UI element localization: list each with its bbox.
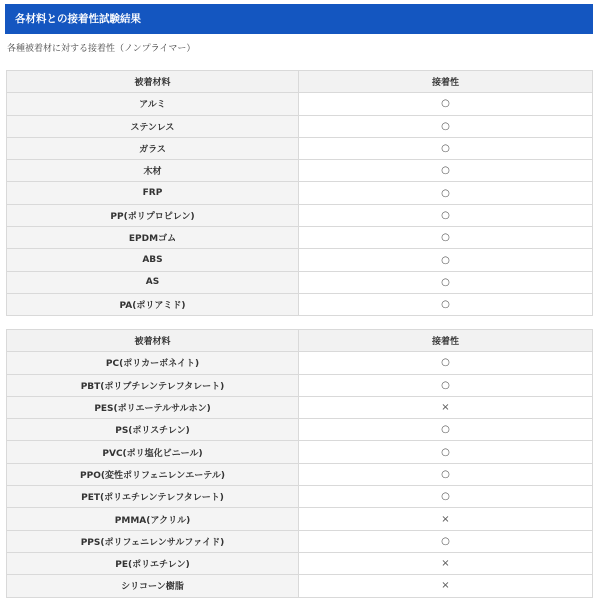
material-cell: ABS (7, 249, 299, 271)
material-cell: PES(ポリエーテルサルホン) (7, 396, 299, 418)
material-cell: PA(ポリアミド) (7, 293, 299, 315)
adhesion-cell: ○ (299, 352, 593, 374)
table-row (7, 137, 593, 159)
material-cell: PS(ポリスチレン) (7, 419, 299, 441)
material-cell: PET(ポリエチレンテレフタレート) (7, 486, 299, 508)
column-header-adhesion: 接着性 (299, 330, 593, 352)
adhesion-cell: ○ (299, 137, 593, 159)
table-header-row (7, 330, 593, 352)
material-cell: PPS(ポリフェニレンサルファイド) (7, 530, 299, 552)
material-cell: PE(ポリエチレン) (7, 552, 299, 574)
table-row (7, 396, 593, 418)
material-cell: AS (7, 271, 299, 293)
table-row (7, 160, 593, 182)
section-subtitle: 各種被着材に対する接着性（ノンプライマー） (7, 44, 196, 54)
page-title: 各材料との接着性試験結果 (5, 4, 593, 34)
adhesion-table-1 (6, 70, 593, 316)
adhesion-cell: ○ (299, 441, 593, 463)
column-header-material: 被着材料 (7, 330, 299, 352)
material-cell: FRP (7, 182, 299, 204)
adhesion-cell: ○ (299, 463, 593, 485)
table-row (7, 575, 593, 597)
material-cell: 木材 (7, 160, 299, 182)
table-row (7, 227, 593, 249)
column-header-material: 被着材料 (7, 71, 299, 93)
column-header-adhesion: 接着性 (299, 71, 593, 93)
table-row (7, 463, 593, 485)
table-row (7, 441, 593, 463)
material-cell: PBT(ポリブチレンテレフタレート) (7, 374, 299, 396)
table-row (7, 508, 593, 530)
adhesion-cell: ○ (299, 530, 593, 552)
adhesion-cell: × (299, 575, 593, 597)
material-cell: ステンレス (7, 115, 299, 137)
adhesion-cell: ○ (299, 293, 593, 315)
material-cell: PMMA(アクリル) (7, 508, 299, 530)
table-header-row (7, 71, 593, 93)
material-cell: EPDMゴム (7, 227, 299, 249)
adhesion-cell: ○ (299, 249, 593, 271)
material-cell: アルミ (7, 93, 299, 115)
adhesion-cell: × (299, 396, 593, 418)
table-row (7, 419, 593, 441)
material-cell: シリコーン樹脂 (7, 575, 299, 597)
adhesion-cell: ○ (299, 93, 593, 115)
table-row (7, 182, 593, 204)
table-row (7, 249, 593, 271)
table-row (7, 552, 593, 574)
table-row (7, 374, 593, 396)
adhesion-cell: ○ (299, 115, 593, 137)
material-cell: ガラス (7, 137, 299, 159)
table-row (7, 352, 593, 374)
adhesion-cell: ○ (299, 486, 593, 508)
table-row (7, 486, 593, 508)
table-row (7, 115, 593, 137)
material-cell: PC(ポリカーボネイト) (7, 352, 299, 374)
material-cell: PPO(変性ポリフェニレンエーテル) (7, 463, 299, 485)
table-row (7, 93, 593, 115)
adhesion-cell: ○ (299, 227, 593, 249)
adhesion-table-2 (6, 329, 593, 598)
adhesion-cell: ○ (299, 419, 593, 441)
table-row (7, 204, 593, 226)
table-row (7, 530, 593, 552)
table-row (7, 293, 593, 315)
table-row (7, 271, 593, 293)
adhesion-cell: ○ (299, 204, 593, 226)
material-cell: PP(ポリプロピレン) (7, 204, 299, 226)
adhesion-cell: × (299, 552, 593, 574)
material-cell: PVC(ポリ塩化ビニール) (7, 441, 299, 463)
adhesion-cell: ○ (299, 160, 593, 182)
adhesion-cell: × (299, 508, 593, 530)
adhesion-cell: ○ (299, 271, 593, 293)
adhesion-cell: ○ (299, 182, 593, 204)
adhesion-cell: ○ (299, 374, 593, 396)
